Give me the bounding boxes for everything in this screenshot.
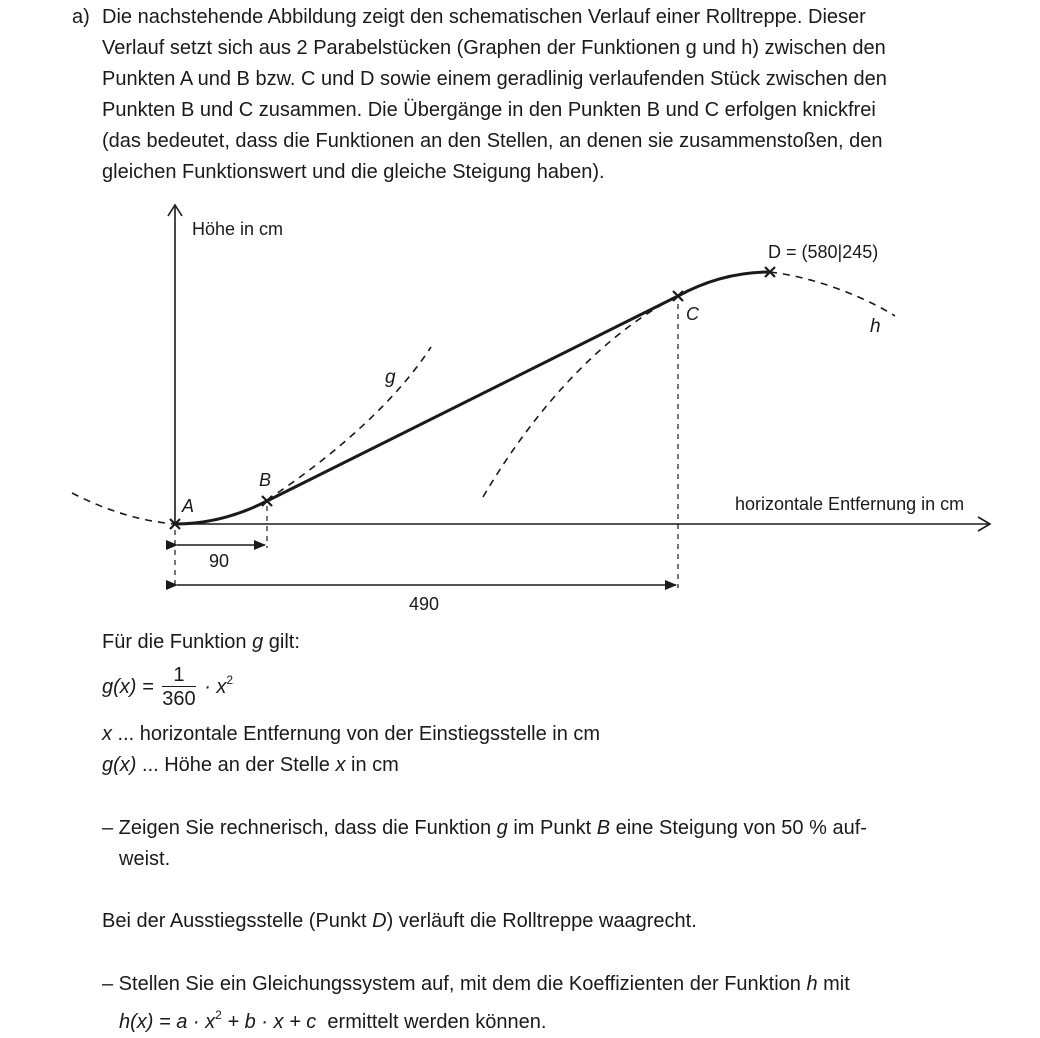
curve-h-label: h [870,316,881,337]
x-axis-label: horizontale Entfernung in cm [735,494,965,514]
point-c-label: C [686,304,699,324]
intro-line: Punkten B und C zusammen. Die Übergänge in den Punkten B und C erfolgen knickfrei [102,99,876,121]
exit-statement: Bei der Ausstiegsstelle (Punkt D) verläuft die Rolltreppe waagrecht. [102,910,697,932]
intro-line: gleichen Funktionswert und die gleiche Steigung haben). [102,161,605,183]
g-intro: Für die Funktion g gilt: [102,631,300,653]
formula-g: g(x) = $\frac{1}{360}$ · $x^2$ [102,664,234,710]
point-c-marker [673,291,683,301]
point-b-label: B [259,470,272,490]
y-axis-label: Höhe in cm [192,219,284,239]
point-b-marker [262,496,272,506]
point-a-label: A [182,496,195,516]
dimension-label-490: 490 [409,594,440,614]
formula-fraction: $\frac{1}{360}$ [162,664,196,710]
point-d-label: D = (580|245) [768,242,879,262]
curve-h-dashed-left [483,296,678,497]
task-2-equation: $h(x) = a \cdot x^2 + b \cdot x + c$ ermittelt werden können. [119,1008,547,1033]
task-label: a) [72,6,90,28]
intro-line: Die nachstehende Abbildung zeigt den schematischen Verlauf einer Rolltreppe. Dieser [102,6,866,28]
escalator-figure [0,195,1040,625]
intro-line: Verlauf setzt sich aus 2 Parabelstücken (Graphen der Funktionen g und h) zwischen den [102,37,886,59]
intro-paragraph [102,2,887,188]
task-1: – Zeigen Sie rechnerisch, dass die Funktion g im Punkt B eine Steigung von 50 % auf- [102,817,867,839]
curve-h-dashed-right [770,272,895,316]
intro-line: (das bedeutet, dass die Funktionen an den Stellen, an denen sie zusammenstoßen, den [102,130,883,152]
intro-line: Punkten A und B bzw. C und D sowie einem geradlinig verlaufenden Stück zwischen den [102,68,887,90]
dimension-label-90: 90 [209,551,230,571]
task-2: – Stellen Sie ein Gleichungssystem auf, mit dem die Koeffizienten der Funktion h mit [102,973,850,995]
curve-g-left-dashed [72,493,175,524]
curve-g-dashed [267,347,431,500]
definition-g: g(x) ... Höhe an der Stelle x in cm [102,754,399,776]
formula-lhs: g(x) = [102,676,160,698]
definition-x: x ... horizontale Entfernung von der Einstiegsstelle in cm [102,723,601,745]
task-1-continuation: weist. [119,848,171,870]
curve-g-label: g [385,367,396,388]
